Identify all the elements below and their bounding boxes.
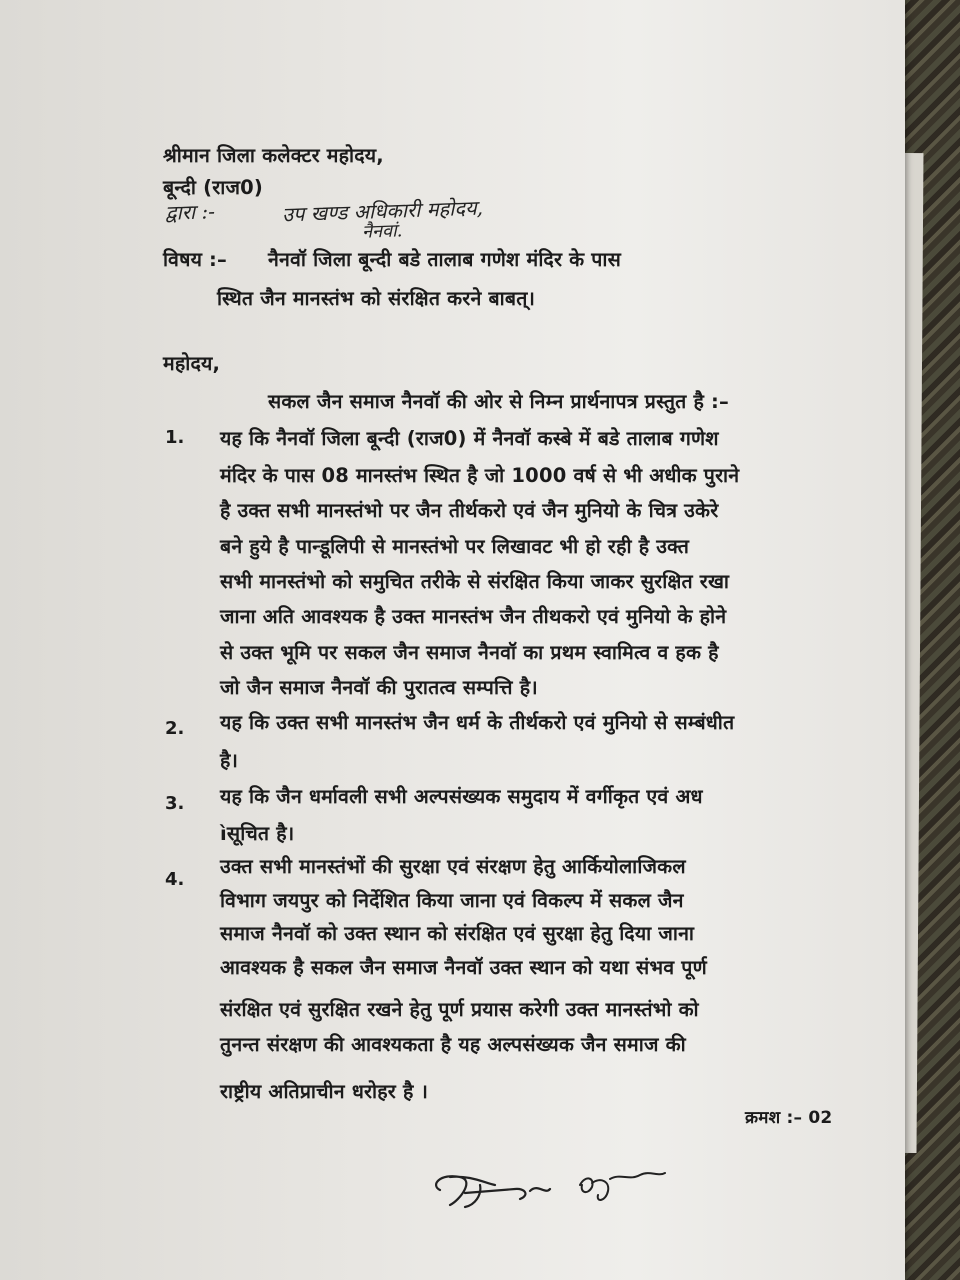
salutation-line-2: बून्दी (राज0) [163,176,264,199]
greeting: महोदय, [163,352,221,375]
point-number: 2. [165,718,185,739]
via-text: उप खण्ड अधिकारी महोदय, [281,195,484,227]
point-4-line: आवश्यक है सकल जैन समाज नैनवॉ उक्त स्थान को यथा संभव पूर्ण [220,956,707,979]
point-1-line: यह कि नैनवॉ जिला बून्दी (राज0) में नैनवॉ कस्बे में बडे तालाब गणेश [220,427,719,450]
point-4-line: विभाग जयपुर को निर्देशित किया जाना एवं विकल्प में सकल जैन [220,889,684,912]
subject-label: विषय :– [163,248,228,271]
point-4-line: राष्ट्रीय अतिप्राचीन धरोहर है । [220,1080,429,1103]
subject-line-2: स्थित जैन मानस्तंभ को संरक्षित करने बाबत्। [217,287,536,310]
point-number: 4. [165,869,185,890]
point-4-line: संरक्षित एवं सुरक्षित रखने हेतु पूर्ण प्रयास करेगी उक्त मानस्तंभो को [220,998,699,1021]
point-1-line: जाना अति आवश्यक है उक्त मानस्तंभ जैन तीथकरो एवं मुनियो के होने [220,605,727,628]
point-3-line: ìसूचित है। [220,822,295,845]
point-2-line: है। [220,749,239,772]
via-place: नैनवां. [361,220,403,243]
point-2-line: यह कि उक्त सभी मानस्तंभ जैन धर्म के तीर्थकरो एवं मुनियो से सम्बंधीत [220,711,735,734]
point-number: 1. [165,427,185,448]
point-number: 3. [165,793,185,814]
signature-image [420,1155,680,1225]
subject-line-1: नैनवॉ जिला बून्दी बडे तालाब गणेश मंदिर के पास [268,248,622,271]
point-1-line: से उक्त भूमि पर सकल जैन समाज नैनवॉ का प्रथम स्वामित्व व हक है [220,641,719,664]
point-4-line: समाज नैनवॉ को उक्त स्थान को संरक्षित एवं सुरक्षा हेतु दिया जाना [220,922,695,945]
via-label: द्वारा :- [164,199,216,225]
point-4-line: तुनन्त संरक्षण की आवश्यकता है यह अल्पसंख्यक जैन समाज की [220,1033,686,1056]
salutation-line-1: श्रीमान जिला कलेक्टर महोदय, [163,144,384,167]
point-1-line: है उक्त सभी मानस्तंभो पर जैन तीर्थकरो एवं जैन मुनियो के चित्र उकेरे [220,499,719,522]
point-1-line: जो जैन समाज नैनवॉ की पुरातत्व सम्पत्ति है। [220,676,538,699]
point-1-line: सभी मानस्तंभो को समुचित तरीके से संरक्षित किया जाकर सुरक्षित रखा [220,570,730,593]
point-1-line: बने हुये है पान्डूलिपी से मानस्तंभो पर लिखावट भी हो रही है उक्त [220,535,690,558]
point-4-line: उक्त सभी मानस्तंभों की सुरक्षा एवं संरक्षण हेतु आर्कियोलाजिकल [220,855,686,878]
intro-line: सकल जैन समाज नैनवॉ की ओर से निम्न प्रार्थनापत्र प्रस्तुत है :– [268,390,729,413]
continued-marker: क्रमश :– 02 [745,1108,833,1128]
point-1-line: मंदिर के पास 08 मानस्तंभ स्थित है जो 1000 वर्ष से भी अधीक पुराने [220,464,740,487]
point-3-line: यह कि जैन धर्मावली सभी अल्पसंख्यक समुदाय में वर्गीकृत एवं अध [220,785,703,808]
